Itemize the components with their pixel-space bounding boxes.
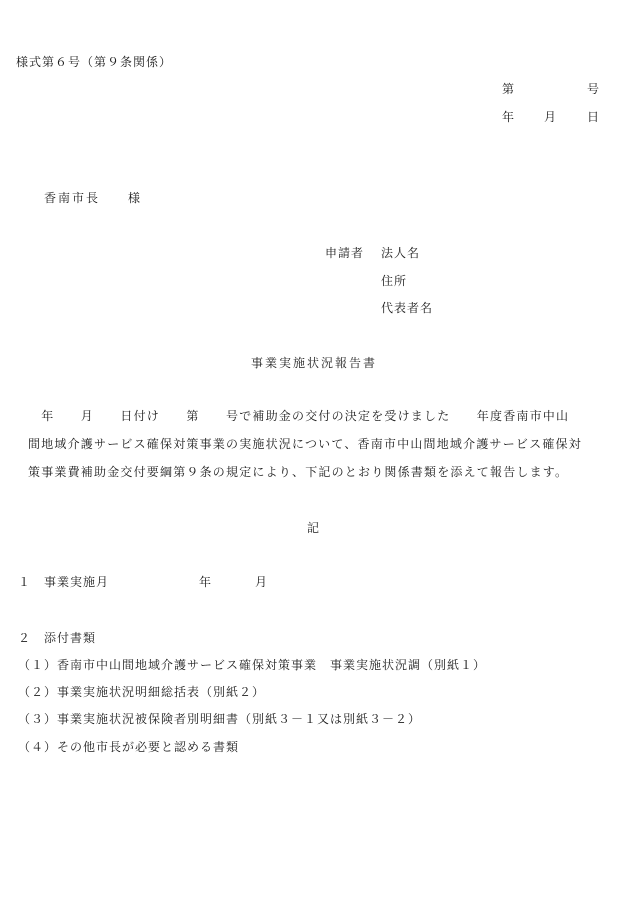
ki-heading: 記	[307, 521, 321, 535]
applicant-address: 住所	[381, 274, 408, 288]
attachment-item: （２）事業実施状況明細総括表（別紙２）	[18, 685, 266, 699]
section1-month: 月	[255, 575, 269, 589]
attachment-item: （３）事業実施状況被保険者別明細書（別紙３－１又は別紙３－２）	[18, 712, 422, 726]
applicant-label: 申請者	[325, 246, 365, 260]
attachment-item: （１）香南市中山間地域介護サービス確保対策事業 事業実施状況調（別紙１）	[18, 658, 487, 672]
doc-number-go: 号	[587, 82, 601, 96]
body-paragraph	[28, 402, 610, 486]
recipient-name: 香南市長	[44, 191, 101, 205]
applicant-corp-name: 法人名	[381, 246, 421, 260]
date-day: 日	[587, 110, 601, 124]
body-line: 年 月 日付け 第 号で補助金の交付の決定を受けました 年度香南市中山	[28, 409, 570, 423]
doc-number-dai: 第	[502, 82, 516, 96]
recipient-honorific: 様	[128, 191, 142, 205]
date-month: 月	[544, 110, 558, 124]
document-title: 事業実施状況報告書	[251, 356, 378, 370]
body-line: 策事業費補助金交付要綱第９条の規定により、下記のとおり関係書類を添えて報告します。	[28, 465, 569, 479]
section1-label: 事業実施月	[44, 575, 110, 589]
attachment-item: （４）その他市長が必要と認める書類	[18, 740, 240, 754]
section1-year: 年	[199, 575, 213, 589]
applicant-representative: 代表者名	[381, 301, 434, 315]
form-label: 様式第６号（第９条関係）	[16, 55, 173, 69]
section2-number: ２	[18, 631, 32, 645]
section1-number: １	[18, 575, 32, 589]
date-year: 年	[502, 110, 516, 124]
section2-label: 添付書類	[44, 631, 97, 645]
body-line: 間地域介護サービス確保対策事業の実施状況について、香南市中山間地域介護サービス確保対	[28, 437, 582, 451]
